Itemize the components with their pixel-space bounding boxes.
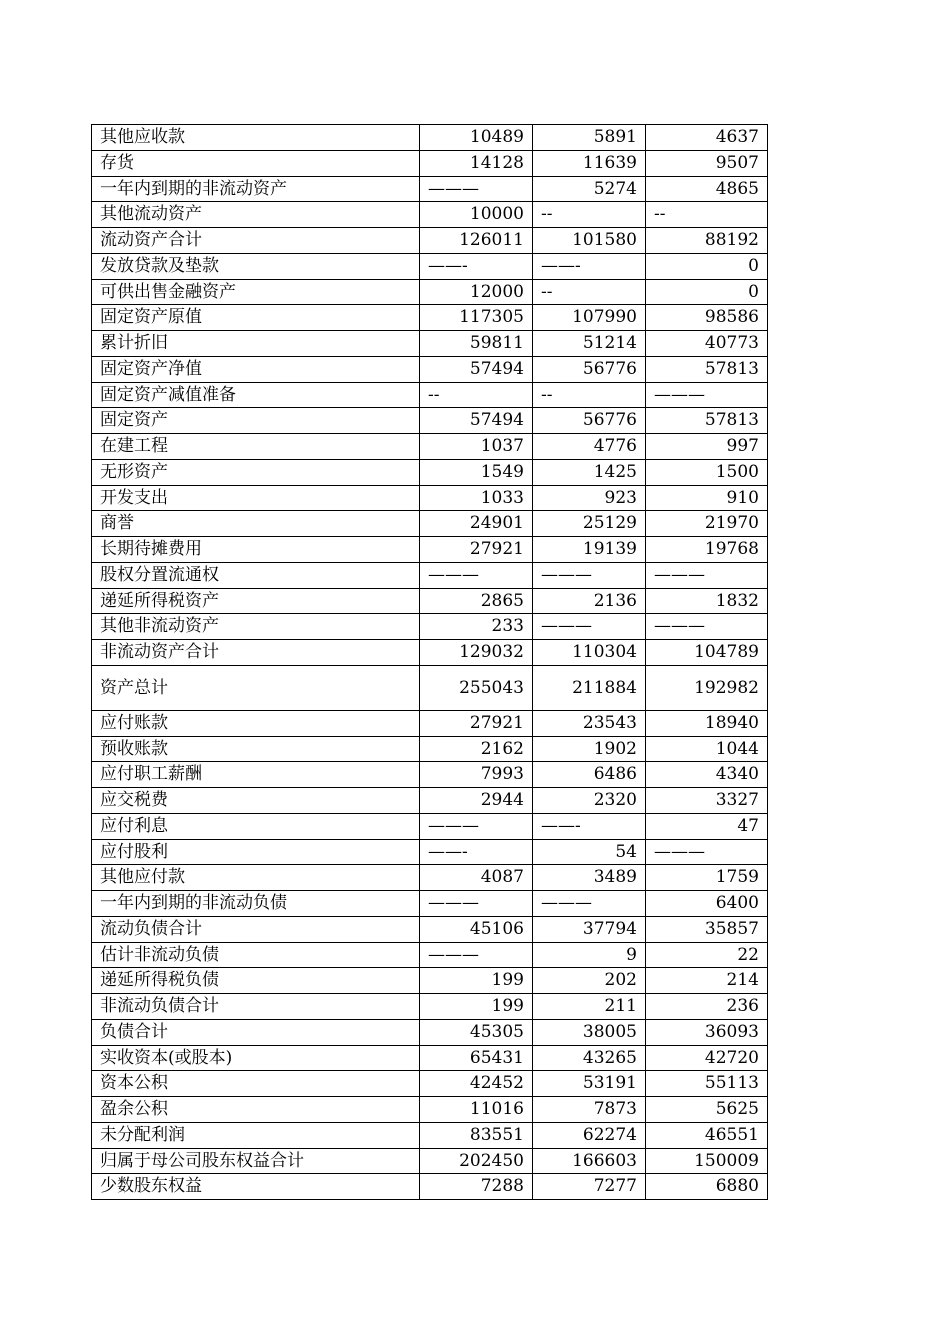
row-label: 应付职工薪酬 (92, 762, 420, 788)
value-cell-col3: ——— (646, 839, 768, 865)
table-row (92, 176, 768, 202)
value-cell-col2: 23543 (533, 710, 646, 736)
value-cell-col2: ——- (533, 253, 646, 279)
value-cell-col1: 42452 (420, 1071, 533, 1097)
value-cell-col2: 2320 (533, 788, 646, 814)
balance-sheet-body (92, 125, 768, 1200)
row-label: 盈余公积 (92, 1097, 420, 1123)
value-cell-col3: 0 (646, 279, 768, 305)
table-row (92, 588, 768, 614)
value-cell-col1: 129032 (420, 640, 533, 666)
value-cell-col2: 5274 (533, 176, 646, 202)
value-cell-col1: 202450 (420, 1148, 533, 1174)
value-cell-col2: 101580 (533, 228, 646, 254)
table-row (92, 305, 768, 331)
table-row (92, 839, 768, 865)
row-label: 递延所得税资产 (92, 588, 420, 614)
table-row (92, 916, 768, 942)
value-cell-col3: 57813 (646, 356, 768, 382)
row-label: 应付账款 (92, 710, 420, 736)
table-row (92, 562, 768, 588)
value-cell-col3: 910 (646, 485, 768, 511)
value-cell-col3: 3327 (646, 788, 768, 814)
value-cell-col1: 199 (420, 968, 533, 994)
table-row (92, 968, 768, 994)
value-cell-col2: 43265 (533, 1045, 646, 1071)
row-label: 少数股东权益 (92, 1174, 420, 1200)
value-cell-col3: 192982 (646, 665, 768, 710)
table-row (92, 736, 768, 762)
row-label: 在建工程 (92, 434, 420, 460)
value-cell-col3: 997 (646, 434, 768, 460)
table-row (92, 762, 768, 788)
table-row (92, 1148, 768, 1174)
value-cell-col1: 10000 (420, 202, 533, 228)
value-cell-col2: 3489 (533, 865, 646, 891)
table-row (92, 253, 768, 279)
table-row (92, 788, 768, 814)
value-cell-col1: 12000 (420, 279, 533, 305)
value-cell-col3: 214 (646, 968, 768, 994)
value-cell-col1: 10489 (420, 125, 533, 151)
table-row (92, 813, 768, 839)
balance-sheet-table (91, 124, 768, 1200)
value-cell-col1: ——- (420, 253, 533, 279)
row-label: 固定资产净值 (92, 356, 420, 382)
value-cell-col1: 57494 (420, 356, 533, 382)
value-cell-col3: ——— (646, 562, 768, 588)
value-cell-col1: ——— (420, 562, 533, 588)
value-cell-col3: 98586 (646, 305, 768, 331)
value-cell-col3: 42720 (646, 1045, 768, 1071)
value-cell-col3: 6880 (646, 1174, 768, 1200)
value-cell-col2: 51214 (533, 331, 646, 357)
value-cell-col3: 18940 (646, 710, 768, 736)
value-cell-col1: 11016 (420, 1097, 533, 1123)
value-cell-col3: 4340 (646, 762, 768, 788)
table-row (92, 1045, 768, 1071)
value-cell-col3: 88192 (646, 228, 768, 254)
row-label: 股权分置流通权 (92, 562, 420, 588)
value-cell-col2: 56776 (533, 408, 646, 434)
value-cell-col2: 1902 (533, 736, 646, 762)
row-label: 递延所得税负债 (92, 968, 420, 994)
value-cell-col1: ——— (420, 891, 533, 917)
row-label: 负债合计 (92, 1019, 420, 1045)
value-cell-col1: 7288 (420, 1174, 533, 1200)
value-cell-col1: 14128 (420, 150, 533, 176)
value-cell-col2: 110304 (533, 640, 646, 666)
value-cell-col3: 21970 (646, 511, 768, 537)
table-row (92, 640, 768, 666)
value-cell-col2: 54 (533, 839, 646, 865)
row-label: 资本公积 (92, 1071, 420, 1097)
value-cell-col1: 117305 (420, 305, 533, 331)
table-row (92, 279, 768, 305)
row-label: 存货 (92, 150, 420, 176)
row-label: 应付股利 (92, 839, 420, 865)
value-cell-col3: 19768 (646, 537, 768, 563)
value-cell-col1: 1033 (420, 485, 533, 511)
value-cell-col3: 40773 (646, 331, 768, 357)
value-cell-col1: 45305 (420, 1019, 533, 1045)
value-cell-col1: 27921 (420, 710, 533, 736)
table-row (92, 1097, 768, 1123)
value-cell-col2: -- (533, 279, 646, 305)
table-row (92, 331, 768, 357)
value-cell-col3: 104789 (646, 640, 768, 666)
row-label: 流动负债合计 (92, 916, 420, 942)
row-label: 固定资产 (92, 408, 420, 434)
value-cell-col3: 4865 (646, 176, 768, 202)
value-cell-col2: ——— (533, 614, 646, 640)
value-cell-col1: 255043 (420, 665, 533, 710)
value-cell-col1: 83551 (420, 1122, 533, 1148)
table-row (92, 942, 768, 968)
value-cell-col2: -- (533, 202, 646, 228)
table-row (92, 150, 768, 176)
value-cell-col3: 9507 (646, 150, 768, 176)
value-cell-col1: 2865 (420, 588, 533, 614)
row-label: 实收资本(或股本) (92, 1045, 420, 1071)
value-cell-col3: 236 (646, 994, 768, 1020)
value-cell-col1: 24901 (420, 511, 533, 537)
value-cell-col2: 62274 (533, 1122, 646, 1148)
row-label: 累计折旧 (92, 331, 420, 357)
table-row (92, 665, 768, 710)
value-cell-col2: 37794 (533, 916, 646, 942)
value-cell-col2: 6486 (533, 762, 646, 788)
value-cell-col1: 57494 (420, 408, 533, 434)
value-cell-col2: 107990 (533, 305, 646, 331)
row-label: 应付利息 (92, 813, 420, 839)
value-cell-col2: 9 (533, 942, 646, 968)
value-cell-col1: 233 (420, 614, 533, 640)
row-label: 非流动资产合计 (92, 640, 420, 666)
value-cell-col2: 1425 (533, 459, 646, 485)
row-label: 其他非流动资产 (92, 614, 420, 640)
value-cell-col3: ——— (646, 382, 768, 408)
table-row (92, 537, 768, 563)
row-label: 可供出售金融资产 (92, 279, 420, 305)
table-row (92, 202, 768, 228)
row-label: 一年内到期的非流动资产 (92, 176, 420, 202)
row-label: 资产总计 (92, 665, 420, 710)
value-cell-col2: ——— (533, 891, 646, 917)
row-label: 归属于母公司股东权益合计 (92, 1148, 420, 1174)
value-cell-col3: 150009 (646, 1148, 768, 1174)
value-cell-col1: 59811 (420, 331, 533, 357)
table-row (92, 614, 768, 640)
value-cell-col2: 7873 (533, 1097, 646, 1123)
value-cell-col1: ——— (420, 813, 533, 839)
row-label: 固定资产减值准备 (92, 382, 420, 408)
value-cell-col1: 1549 (420, 459, 533, 485)
value-cell-col1: 45106 (420, 916, 533, 942)
row-label: 估计非流动负债 (92, 942, 420, 968)
value-cell-col3: 36093 (646, 1019, 768, 1045)
value-cell-col3: 1759 (646, 865, 768, 891)
value-cell-col2: 4776 (533, 434, 646, 460)
value-cell-col2: 211884 (533, 665, 646, 710)
table-row (92, 1122, 768, 1148)
table-row (92, 408, 768, 434)
value-cell-col2: 2136 (533, 588, 646, 614)
value-cell-col3: 4637 (646, 125, 768, 151)
table-row (92, 459, 768, 485)
row-label: 一年内到期的非流动负债 (92, 891, 420, 917)
value-cell-col1: 2944 (420, 788, 533, 814)
table-row (92, 356, 768, 382)
row-label: 流动资产合计 (92, 228, 420, 254)
table-row (92, 1071, 768, 1097)
value-cell-col1: 199 (420, 994, 533, 1020)
value-cell-col1: ——— (420, 942, 533, 968)
value-cell-col3: -- (646, 202, 768, 228)
value-cell-col3: 22 (646, 942, 768, 968)
row-label: 非流动负债合计 (92, 994, 420, 1020)
value-cell-col1: ——- (420, 839, 533, 865)
value-cell-col1: 1037 (420, 434, 533, 460)
value-cell-col3: 1500 (646, 459, 768, 485)
table-row (92, 891, 768, 917)
table-row (92, 125, 768, 151)
value-cell-col2: 38005 (533, 1019, 646, 1045)
value-cell-col3: 1832 (646, 588, 768, 614)
table-row (92, 994, 768, 1020)
table-row (92, 710, 768, 736)
value-cell-col3: 47 (646, 813, 768, 839)
value-cell-col3: 35857 (646, 916, 768, 942)
table-row (92, 434, 768, 460)
row-label: 未分配利润 (92, 1122, 420, 1148)
value-cell-col3: 46551 (646, 1122, 768, 1148)
value-cell-col2: ——- (533, 813, 646, 839)
value-cell-col1: 126011 (420, 228, 533, 254)
value-cell-col2: 923 (533, 485, 646, 511)
row-label: 开发支出 (92, 485, 420, 511)
value-cell-col2: 25129 (533, 511, 646, 537)
value-cell-col3: 6400 (646, 891, 768, 917)
value-cell-col1: 65431 (420, 1045, 533, 1071)
value-cell-col3: 5625 (646, 1097, 768, 1123)
table-row (92, 511, 768, 537)
table-row (92, 228, 768, 254)
row-label: 无形资产 (92, 459, 420, 485)
table-row (92, 1174, 768, 1200)
value-cell-col1: 2162 (420, 736, 533, 762)
value-cell-col2: 19139 (533, 537, 646, 563)
value-cell-col2: 5891 (533, 125, 646, 151)
value-cell-col1: ——— (420, 176, 533, 202)
value-cell-col3: 55113 (646, 1071, 768, 1097)
value-cell-col2: 56776 (533, 356, 646, 382)
row-label: 其他应收款 (92, 125, 420, 151)
table-row (92, 485, 768, 511)
value-cell-col2: 166603 (533, 1148, 646, 1174)
value-cell-col3: 0 (646, 253, 768, 279)
value-cell-col1: 4087 (420, 865, 533, 891)
value-cell-col3: 57813 (646, 408, 768, 434)
value-cell-col1: -- (420, 382, 533, 408)
table-row (92, 1019, 768, 1045)
value-cell-col2: 7277 (533, 1174, 646, 1200)
value-cell-col2: 11639 (533, 150, 646, 176)
value-cell-col3: 1044 (646, 736, 768, 762)
value-cell-col2: 211 (533, 994, 646, 1020)
row-label: 其他流动资产 (92, 202, 420, 228)
table-row (92, 865, 768, 891)
row-label: 商誉 (92, 511, 420, 537)
value-cell-col1: 27921 (420, 537, 533, 563)
row-label: 其他应付款 (92, 865, 420, 891)
table-row (92, 382, 768, 408)
row-label: 发放贷款及垫款 (92, 253, 420, 279)
value-cell-col1: 7993 (420, 762, 533, 788)
row-label: 预收账款 (92, 736, 420, 762)
value-cell-col2: ——— (533, 562, 646, 588)
value-cell-col2: 53191 (533, 1071, 646, 1097)
value-cell-col2: -- (533, 382, 646, 408)
row-label: 长期待摊费用 (92, 537, 420, 563)
row-label: 固定资产原值 (92, 305, 420, 331)
row-label: 应交税费 (92, 788, 420, 814)
value-cell-col3: ——— (646, 614, 768, 640)
value-cell-col2: 202 (533, 968, 646, 994)
